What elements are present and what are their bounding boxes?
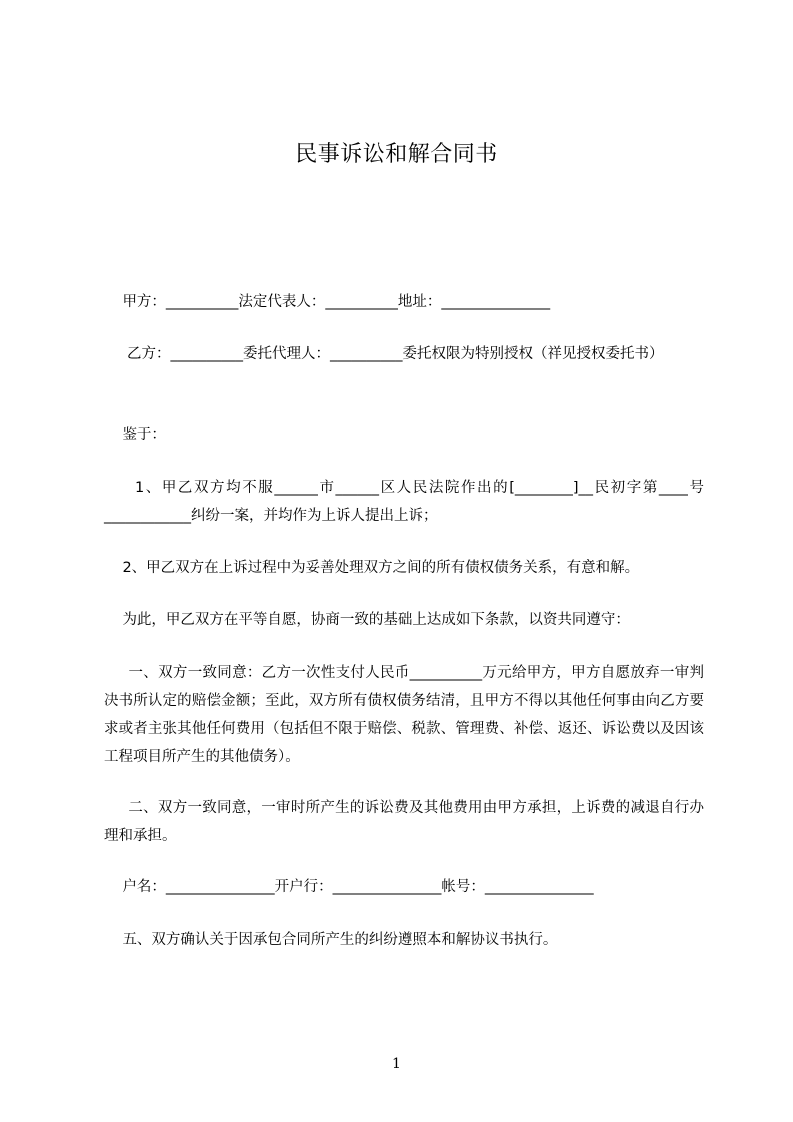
- whereas-heading: 鉴于：: [104, 427, 166, 443]
- whereas-item-2: 2、甲乙双方在上诉过程中为妥善处理双方之间的所有债权债务关系，有意和解。: [104, 560, 640, 576]
- document-title: 民事诉讼和解合同书: [295, 142, 498, 167]
- clause-5: 五、双方确认关于因承包合同所产生的纠纷遵照本和解协议书执行。: [104, 932, 558, 948]
- clause-2: 二、双方一致同意，一审时所产生的诉讼费及其他费用由甲方承担，上诉费的减退自行办理和承担。: [104, 800, 705, 844]
- clause-1: 一、双方一致同意：乙方一次性支付人民币__________万元给甲方，甲方自愿放弃一审判决书所认定的赔偿金额；至此，双方所有债权债务结清，且甲方不得以其他任何事由向乙方要求或者主张其他任何费用（包括但不限于赔偿、税款、管理费、补偿、返还、诉讼费以及因该工程项目所产生的其他债务）。: [104, 665, 704, 765]
- party-a-line: 甲方：__________法定代表人：__________地址：_______________: [104, 294, 551, 310]
- account-info-line: 户名：_______________开户行：_______________帐号：_______________: [104, 879, 594, 895]
- whereas-item-1: 1、甲乙双方均不服______市______区人民法院作出的[________]__民初字第____号____________纠纷一案，并均作为上诉人提出上诉；: [104, 480, 704, 524]
- therefore-paragraph: 为此，甲乙双方在平等自愿，协商一致的基础上达成如下条款，以资共同遵守：: [104, 612, 630, 628]
- party-b-line: 乙方：__________委托代理人：__________委托权限为特别授权（祥见授权委托书）: [104, 346, 664, 362]
- page-number: 1: [392, 1056, 401, 1072]
